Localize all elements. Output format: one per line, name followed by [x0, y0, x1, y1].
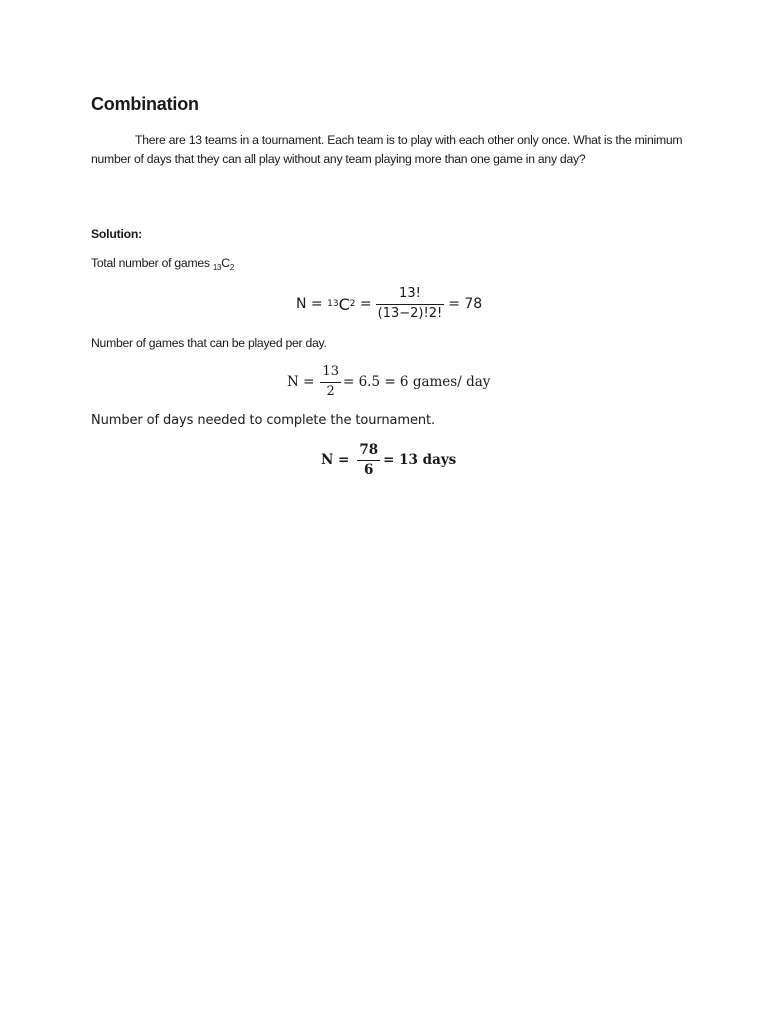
fraction-denominator: (13−2)!2! [377, 305, 443, 321]
combination-symbol: C [221, 256, 230, 270]
equation-equals: = [359, 296, 372, 312]
days-needed-equation [321, 439, 456, 481]
equation-subscript-n: 13 [327, 299, 339, 309]
fraction-numerator: 78 [359, 441, 379, 458]
fraction-denominator: 6 [364, 461, 374, 478]
fraction-numerator: 13 [322, 364, 339, 380]
equation-result: = 13 days [383, 452, 457, 468]
equation-result: = 78 [448, 296, 483, 312]
equation-combination-symbol: C [338, 294, 350, 314]
fraction-numerator: 13! [399, 286, 421, 302]
solution-heading: Solution: [91, 227, 142, 241]
equation-lhs: N = [296, 296, 323, 312]
days-needed-label: Number of days needed to complete the tournament. [91, 413, 436, 428]
total-games-equation [296, 283, 482, 325]
fraction [357, 443, 380, 478]
page-title: Combination [91, 94, 199, 114]
fraction-denominator: 2 [326, 383, 335, 399]
total-games-line [91, 256, 234, 272]
equation-lhs: N = [321, 452, 350, 468]
games-per-day-label: Number of games that can be played per day. [91, 336, 327, 350]
equation-subscript-r: 2 [349, 299, 356, 309]
games-per-day-equation [287, 362, 490, 402]
equation-lhs: N = [287, 374, 315, 390]
question-paragraph [91, 131, 691, 168]
total-games-text: Total number of games [91, 256, 210, 270]
fraction [320, 365, 341, 399]
question-text: There are 13 teams in a tournament. Each team is to play with each other only once. What is the minimum number of days that they can all play without any team playing more than one game in any day? [91, 133, 683, 166]
fraction [376, 287, 445, 321]
combination-subscript-n: 13 [212, 263, 222, 272]
combination-subscript-r: 2 [229, 263, 235, 272]
equation-result: = 6.5 = 6 games/ day [342, 374, 491, 390]
